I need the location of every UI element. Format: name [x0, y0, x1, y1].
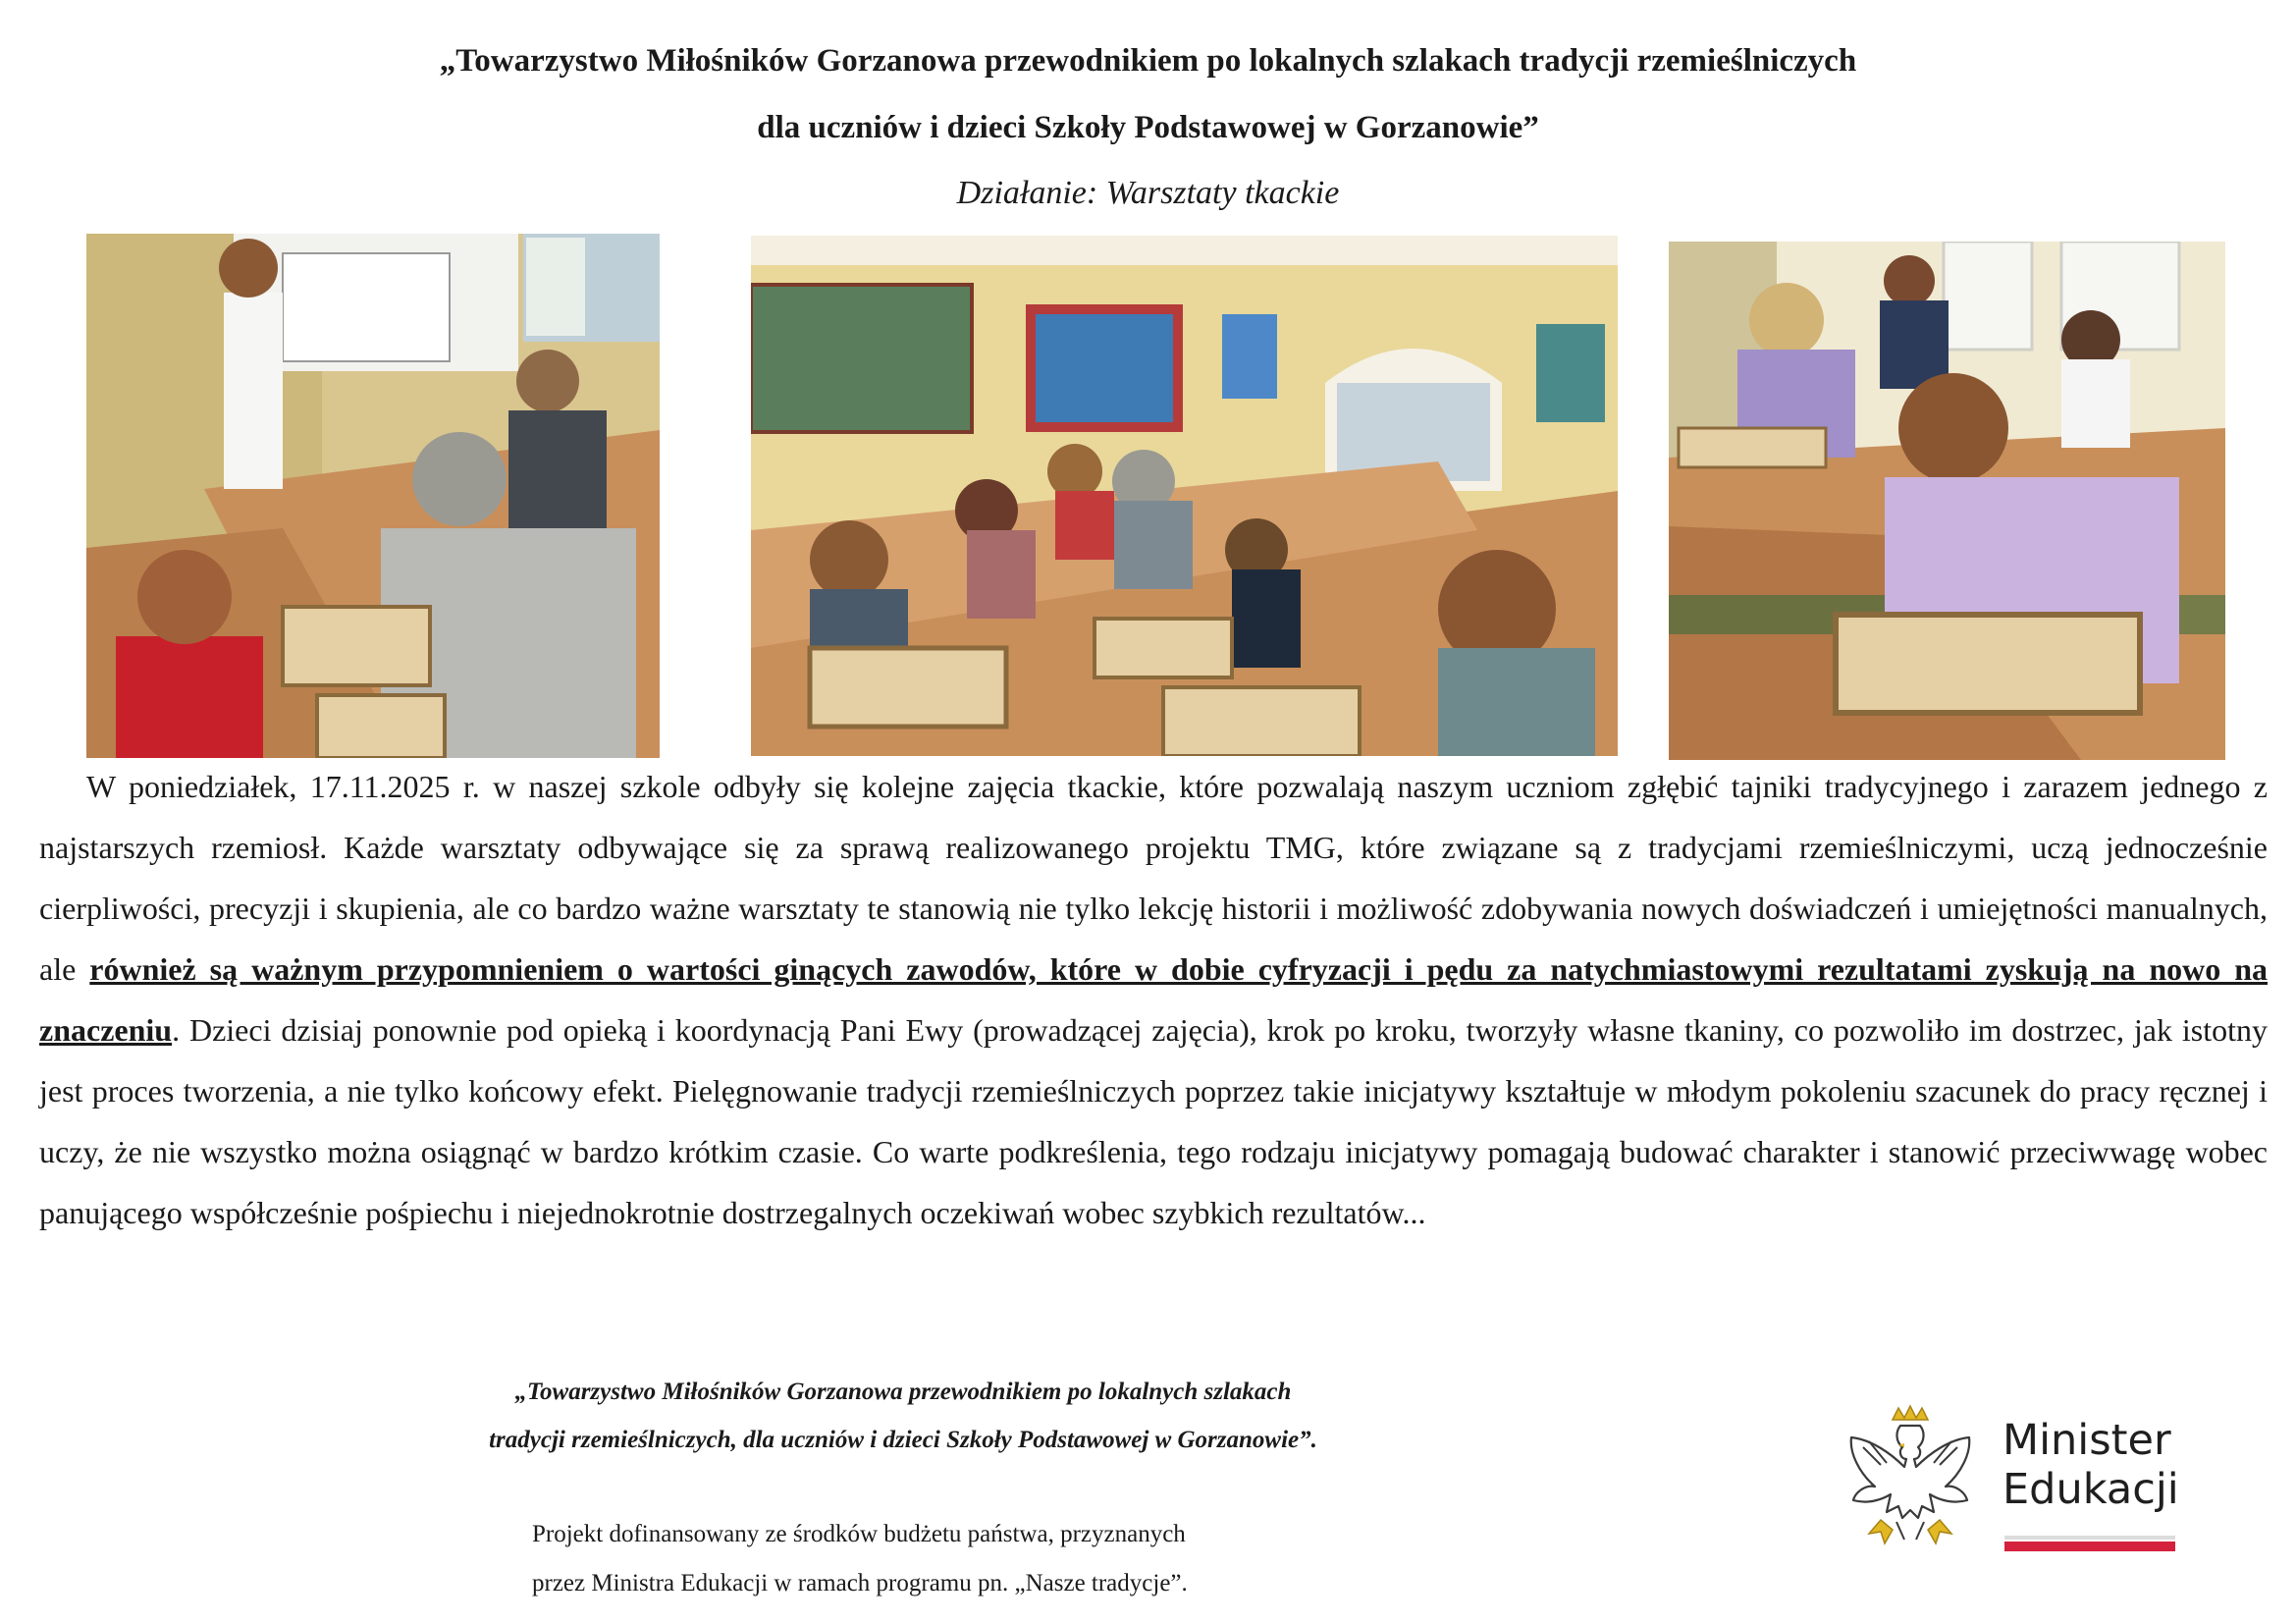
logo-wordmark [2002, 1416, 2179, 1514]
program-title-line-1: „Towarzystwo Miłośników Gorzanowa przewodnikiem po lokalnych szlakach [514, 1379, 1292, 1405]
activity-subtitle: Działanie: Warsztaty tkackie [956, 175, 1340, 211]
funding-note [532, 1510, 1415, 1608]
program-title-line-2: tradycji rzemieślniczych, dla uczniów i dzieci Szkoły Podstawowej w Gorzanowie”. [489, 1427, 1317, 1453]
article-text-rest: . Dzieci dzisiaj ponownie pod opieką i koordynacją Pani Ewy (prowadzącej zajęcia), krok po kroku, tworzyły własne tkaniny, co pozwoliło im dostrzec, jak istotny jest proces tworzenia, a nie tylko końcowy efekt. Pielęgnowanie tradycji rzemieślniczych poprzez takie inicjatywy kształtuje w młodym pokoleniu szacunek do pracy ręcznej i uczy, że nie wszystko można osiągnąć w bardzo krótkim czasie. Co warte podkreślenia, tego rodzaju inicjatywy pomagają budować charakter i stanowić przeciwwagę wobec panującego współcześnie pośpiechu i niejednokrotnie dostrzegalnych oczekiwań wobec szybkich rezultatów... [39, 1012, 2268, 1230]
logo-line-1: Minister [2002, 1416, 2171, 1465]
funding-line-2: przez Ministra Edukacji w ramach programu pn. „Nasze tradycje”. [532, 1570, 1188, 1596]
funding-line-1: Projekt dofinansowany ze środków budżetu państwa, przyznanych [532, 1521, 1186, 1547]
minister-edukacji-logo [1842, 1404, 2195, 1551]
program-title [412, 1368, 1394, 1464]
logo-line-2: Edukacji [2002, 1465, 2179, 1514]
article-text-intro: W poniedziałek, 17.11.2025 r. w naszej szkole odbyły się kolejne zajęcia tkackie, które pozwalają naszym uczniom zgłębić tajniki tradycyjnego i zarazem jednego z najstarszych rzemiosł. Każde warsztaty odbywające się za sprawą realizowanego projektu TMG, które związane są z tradycjami rzemieślniczymi, uczą jednocześnie cierpliwości, precyzji i skupienia, ale co bardzo ważne warsztaty te stanowią nie tylko lekcję historii i możliwość zdobywania nowych doświadczeń i umiejętności manualnych, ale [39, 769, 2268, 987]
photo-weaving-workshop-left [86, 234, 660, 758]
article-paragraph [39, 756, 2268, 1243]
page-title-line-1: „Towarzystwo Miłośników Gorzanowa przewodnikiem po lokalnych szlakach tradycji rzemieślniczych [439, 43, 1857, 79]
white-eagle-emblem-icon [1842, 1404, 1979, 1551]
page-title-line-2: dla uczniów i dzieci Szkoły Podstawowej w Gorzanowie” [757, 110, 1539, 145]
photo-classroom-weaving [751, 236, 1618, 756]
article-emphasis: również są ważnym przypomnieniem o wartości ginących zawodów, które w dobie cyfryzacji i pędu za natychmiastowymi rezultatami zyskują na nowo na znaczeniu [39, 951, 2269, 1048]
photo-girls-weaving [1669, 242, 2225, 760]
polish-flag-stripe [2004, 1536, 2175, 1551]
